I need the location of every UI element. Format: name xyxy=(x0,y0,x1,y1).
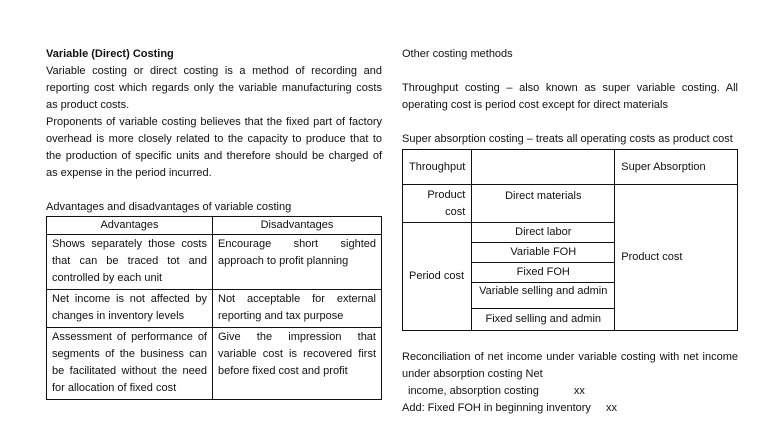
left-column xyxy=(46,46,382,400)
disadvantage-cell: Not acceptable for external reporting and tax purpose xyxy=(213,290,382,328)
throughput-period-cost: Period cost xyxy=(403,223,472,331)
recon-label: Add: Fixed FOH in beginning inventory xyxy=(402,402,591,414)
super-absorption-product-cost: Product cost xyxy=(615,185,738,331)
table-header-row xyxy=(47,217,382,235)
throughput-costing-paragraph: Throughput costing – also known as super variable costing. All operating cost is period cost except for direct materials xyxy=(402,82,738,111)
recon-line xyxy=(402,383,738,400)
reconciliation-heading: Reconciliation of net income under variable costing with net income under absorption costing Net xyxy=(402,351,738,380)
advantages-header: Advantages xyxy=(47,217,213,235)
variable-costing-definition: Variable costing or direct costing is a method of recording and reporting cost which regards only the variable manufacturing costs as product costs. xyxy=(46,65,382,111)
table-row xyxy=(47,328,382,400)
recon-value: xx xyxy=(573,385,585,397)
table-row xyxy=(47,290,382,328)
table-row xyxy=(403,185,738,223)
proponents-paragraph: Proponents of variable costing believes that the fixed part of factory overhead is more closely related to the capacity to produce that to the production of specific units and therefore should be charged of as expense in the period incurred. xyxy=(46,116,382,179)
cost-item-cell: Direct labor xyxy=(472,223,615,243)
super-absorption-paragraph: Super absorption costing – treats all operating costs as product cost xyxy=(402,133,733,145)
advantage-cell: Assessment of performance of segments of the business can be facilitated without the need for allocation of fixed cost xyxy=(47,328,213,400)
cost-item-cell: Variable selling and admin xyxy=(472,283,615,309)
right-column xyxy=(402,46,738,417)
throughput-header: Throughput xyxy=(403,150,472,185)
disadvantages-header: Disadvantages xyxy=(213,217,382,235)
direct-materials-cell: Direct materials xyxy=(472,185,615,223)
recon-value: xx xyxy=(606,402,617,414)
costing-comparison-table xyxy=(402,149,738,331)
throughput-product-cost: Product cost xyxy=(403,185,472,223)
recon-label: income, absorption costing xyxy=(408,385,539,397)
cost-item-cell: Fixed selling and admin xyxy=(472,309,615,331)
blank-header xyxy=(472,150,615,185)
advantage-cell: Shows separately those costs that can be traced tot and controlled by each unit xyxy=(47,235,213,290)
disadvantage-cell: Encourage short sighted approach to profit planning xyxy=(213,235,382,290)
cost-item-cell: Variable FOH xyxy=(472,243,615,263)
table-header-row xyxy=(403,150,738,185)
table-row xyxy=(47,235,382,290)
cost-item-cell: Fixed FOH xyxy=(472,263,615,283)
disadvantage-cell: Give the impression that variable cost is recovered first before fixed cost and profit xyxy=(213,328,382,400)
super-absorption-header: Super Absorption xyxy=(615,150,738,185)
advantage-cell: Net income is not affected by changes in inventory levels xyxy=(47,290,213,328)
advantages-table-title: Advantages and disadvantages of variable costing xyxy=(46,201,292,213)
recon-line xyxy=(402,400,738,417)
other-costing-heading: Other costing methods xyxy=(402,48,513,60)
advantages-disadvantages-table xyxy=(46,216,382,400)
variable-costing-heading: Variable (Direct) Costing xyxy=(46,48,174,60)
